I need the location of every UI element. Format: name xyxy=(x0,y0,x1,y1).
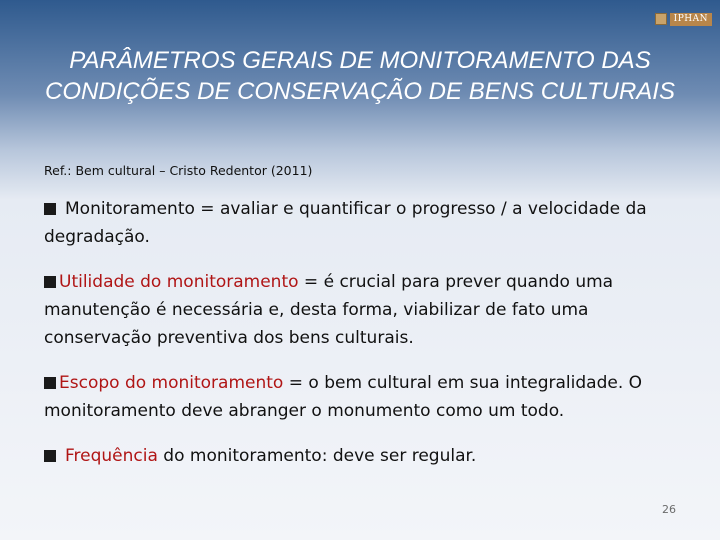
logo-text: IPHAN xyxy=(670,13,712,26)
reference-note: Ref.: Bem cultural – Cristo Redentor (2011) xyxy=(44,163,313,178)
slide-title: PARÂMETROS GERAIS DE MONITORAMENTO DAS CONDIÇÕES DE CONSERVAÇÃO DE BENS CULTURAIS xyxy=(45,47,675,105)
checkbox-bullet-icon xyxy=(44,276,56,288)
bullet-term: Utilidade do monitoramento xyxy=(59,272,299,292)
bullet-text: do monitoramento: deve ser regular. xyxy=(157,446,477,466)
bullet-frequencia xyxy=(44,442,684,470)
slide-content xyxy=(44,162,684,487)
bullet-escopo xyxy=(44,369,684,425)
building-icon xyxy=(655,13,667,25)
checkbox-bullet-icon xyxy=(44,450,56,462)
bullet-text: = avaliar e quantificar o progresso / a velocidade da degradação. xyxy=(44,199,647,247)
checkbox-bullet-icon xyxy=(44,203,56,215)
bullet-monitoramento xyxy=(44,195,684,251)
bullet-term: Monitoramento xyxy=(65,199,195,219)
checkbox-bullet-icon xyxy=(44,377,56,389)
bullet-text: = o bem cultural em sua integralidade. O monitoramento deve abranger o monumento como um todo. xyxy=(44,373,643,421)
bullet-term: Escopo do monitoramento xyxy=(59,373,284,393)
bullet-utilidade xyxy=(44,268,684,352)
page-number: 26 xyxy=(662,503,676,516)
bullet-text: = é crucial para prever quando uma manutenção é necessária e, desta forma, viabilizar de fato uma conservação preventiva dos bens culturais. xyxy=(44,272,614,348)
bullet-term: Frequência xyxy=(65,446,158,466)
iphan-logo xyxy=(655,12,712,26)
